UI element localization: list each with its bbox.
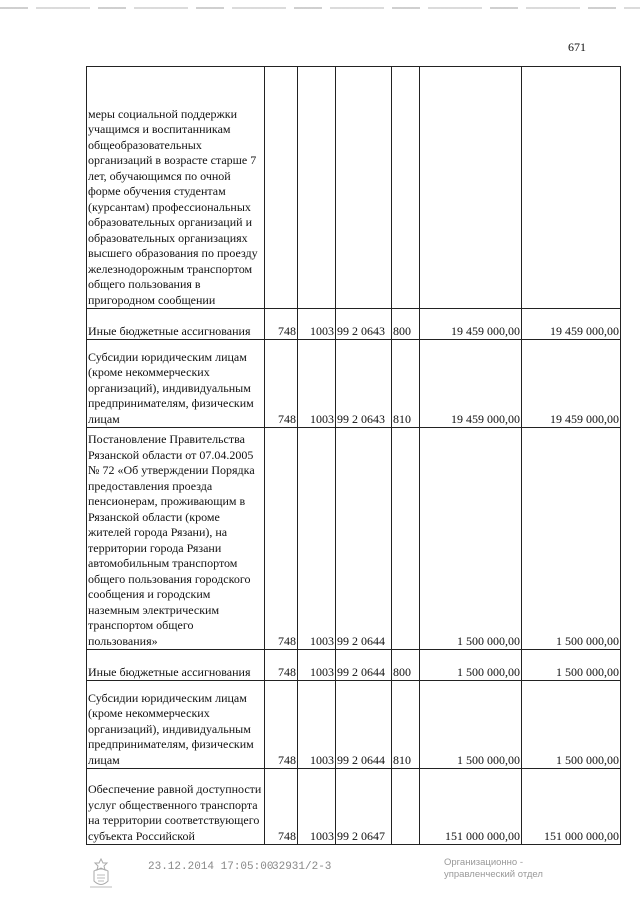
target-article-cell: 99 2 0643	[336, 340, 392, 428]
page-number: 671	[568, 40, 586, 54]
section-cell: 1003	[298, 681, 336, 769]
ved-cell: 748	[265, 340, 298, 428]
amount-cell-2: 1 500 000,00	[522, 650, 621, 681]
footer-department-line1: Организационно -	[444, 857, 524, 868]
expense-type-cell: 800	[392, 650, 420, 681]
budget-table	[86, 66, 621, 845]
scan-top-edge	[0, 7, 640, 9]
amount-cell-1: 19 459 000,00	[420, 340, 522, 428]
footer-timestamp: 23.12.2014 17:05:00	[148, 861, 274, 873]
table-row	[87, 309, 621, 340]
footer-department-line2: управленческий отдел	[444, 869, 543, 880]
section-cell: 1003	[298, 428, 336, 650]
amount-cell-1: 151 000 000,00	[420, 769, 522, 845]
amount-cell-1: 19 459 000,00	[420, 309, 522, 340]
target-article-cell: 99 2 0644	[336, 650, 392, 681]
row-name-cell: Постановление Правительства Рязанской области от 07.04.2005 № 72 «Об утверждении Порядка предоставления проезда пенсионерам, проживающим в Рязанской области (кроме жителей города Рязани), на территории города Рязани автомобильным транспортом общего пользования городского сообщения и городским наземным электрическим транспортом общего пользования»	[87, 428, 265, 650]
section-cell: 1003	[298, 340, 336, 428]
target-article-cell	[336, 67, 392, 309]
amount-cell-2: 1 500 000,00	[522, 428, 621, 650]
footer-document-number: 32931/2-3	[272, 861, 332, 873]
expense-type-cell: 810	[392, 681, 420, 769]
table-row	[87, 428, 621, 650]
amount-cell-2: 19 459 000,00	[522, 340, 621, 428]
section-cell: 1003	[298, 309, 336, 340]
ved-cell: 748	[265, 769, 298, 845]
amount-cell-1: 1 500 000,00	[420, 681, 522, 769]
row-name-cell: Субсидии юридическим лицам (кроме некоммерческих организаций), индивидуальным предпринимателям, физическим лицам	[87, 681, 265, 769]
section-cell: 1003	[298, 650, 336, 681]
expense-type-cell: 810	[392, 340, 420, 428]
amount-cell-2	[522, 67, 621, 309]
ved-cell: 748	[265, 681, 298, 769]
table-row	[87, 340, 621, 428]
expense-type-cell	[392, 67, 420, 309]
amount-cell-1: 1 500 000,00	[420, 428, 522, 650]
table-row	[87, 681, 621, 769]
table-row	[87, 769, 621, 845]
table-row	[87, 650, 621, 681]
target-article-cell: 99 2 0644	[336, 428, 392, 650]
amount-cell-2: 1 500 000,00	[522, 681, 621, 769]
target-article-cell: 99 2 0647	[336, 769, 392, 845]
page-footer	[0, 857, 640, 897]
amount-cell-2: 151 000 000,00	[522, 769, 621, 845]
ved-cell: 748	[265, 428, 298, 650]
amount-cell-2: 19 459 000,00	[522, 309, 621, 340]
amount-cell-1: 1 500 000,00	[420, 650, 522, 681]
row-name-cell: Субсидии юридическим лицам (кроме некоммерческих организаций), индивидуальным предпринимателям, физическим лицам	[87, 340, 265, 428]
amount-cell-1	[420, 67, 522, 309]
target-article-cell: 99 2 0643	[336, 309, 392, 340]
row-name-cell: Иные бюджетные ассигнования	[87, 309, 265, 340]
expense-type-cell	[392, 428, 420, 650]
ved-cell: 748	[265, 650, 298, 681]
expense-type-cell: 800	[392, 309, 420, 340]
section-cell: 1003	[298, 769, 336, 845]
row-name-cell: меры социальной поддержки учащимся и воспитанникам общеобразовательных организаций в возрасте старше 7 лет, обучающимся по очной форме обучения студентам (курсантам) профессиональных образовательных организаций и образовательных организациях высшего образования по проезду железнодорожным транспортом общего пользования в пригородном сообщении	[87, 67, 265, 309]
ved-cell	[265, 67, 298, 309]
row-name-cell: Иные бюджетные ассигнования	[87, 650, 265, 681]
section-cell	[298, 67, 336, 309]
ved-cell: 748	[265, 309, 298, 340]
footer-department	[444, 857, 543, 881]
row-name-cell: Обеспечение равной доступности услуг общественного транспорта на территории соответствующего субъекта Российской	[87, 769, 265, 845]
target-article-cell: 99 2 0644	[336, 681, 392, 769]
expense-type-cell	[392, 769, 420, 845]
coat-of-arms-icon	[88, 857, 114, 889]
table-row	[87, 67, 621, 309]
